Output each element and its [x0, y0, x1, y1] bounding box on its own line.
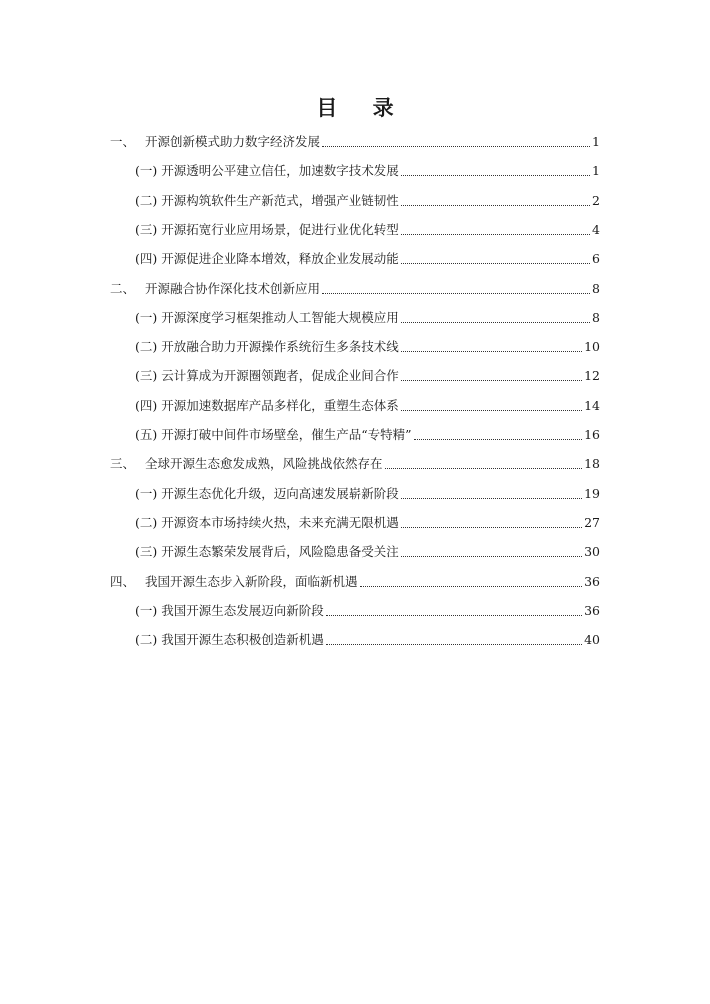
toc-page-number: 14 — [584, 397, 600, 413]
toc-section-entry[interactable] — [135, 362, 600, 384]
toc-entry-title: (二) 开源资本市场持续火热，未来充满无限机遇 — [135, 514, 399, 530]
toc-entry-number: 一、 — [110, 134, 136, 149]
toc-entry-title: (一) 我国开源生态发展迈向新阶段 — [135, 602, 324, 618]
toc-section-entry[interactable] — [135, 480, 600, 502]
toc-page-number: 16 — [584, 427, 600, 442]
toc-dot-leader — [401, 555, 582, 557]
toc-entry-number: 二、 — [110, 280, 136, 296]
toc-dot-leader — [401, 350, 582, 352]
toc-entry-title: 我国开源生态步入新阶段，面临新机遇 — [145, 573, 358, 589]
toc-dot-leader — [401, 379, 582, 381]
toc-entry-title: (三) 云计算成为开源圈领跑者，促成企业间合作 — [135, 368, 399, 384]
toc-dot-leader — [401, 526, 582, 528]
toc-page-number: 30 — [584, 544, 600, 560]
toc-dot-leader — [401, 321, 590, 323]
toc-page-number: 8 — [592, 280, 600, 296]
toc-entry-title: (一) 开源透明公平建立信任，加速数字技术发展 — [135, 163, 399, 179]
toc-page-number: 40 — [584, 632, 600, 648]
toc-section-entry[interactable] — [135, 626, 600, 648]
toc-dot-leader — [401, 262, 590, 264]
toc-entry-title: (二) 开源构筑软件生产新范式，增强产业链韧性 — [135, 192, 399, 208]
toc-section-entry[interactable] — [135, 597, 600, 619]
toc-chapter-entry[interactable] — [110, 275, 600, 297]
toc-page-number: 18 — [584, 456, 600, 472]
toc-section-entry[interactable] — [135, 245, 600, 267]
toc-page-number: 19 — [584, 485, 600, 501]
toc-page-number: 2 — [592, 192, 600, 208]
toc-page-number: 27 — [584, 514, 600, 530]
toc-entry-title: (一) 开源深度学习框架推动人工智能大规模应用 — [135, 309, 399, 325]
toc-entry-title: (二) 开放融合助力开源操作系统衍生多条技术线 — [135, 339, 399, 355]
toc-entry-title: 开源融合协作深化技术创新应用 — [145, 280, 321, 296]
toc-page-number: 6 — [592, 251, 600, 267]
toc-dot-leader — [401, 233, 590, 235]
toc-entry-title: (三) 开源拓宽行业应用场景，促进行业优化转型 — [135, 221, 399, 237]
toc-page-number: 36 — [584, 573, 600, 589]
toc-section-entry[interactable] — [135, 187, 600, 209]
toc-chapter-entry[interactable] — [110, 128, 600, 150]
toc-dot-leader — [322, 145, 590, 147]
toc-entry-title: (二) 我国开源生态积极创造新机遇 — [135, 632, 324, 648]
toc-dot-leader — [385, 467, 583, 469]
page-title: 目 录 — [316, 96, 408, 120]
toc-page-number: 36 — [584, 602, 600, 618]
toc-entry-number: 四、 — [110, 573, 136, 589]
toc-page-number: 1 — [592, 163, 600, 179]
toc-section-entry[interactable] — [135, 538, 600, 560]
toc-section-entry[interactable] — [135, 157, 600, 179]
toc-entry-title: 全球开源生态愈发成熟，风险挑战依然存在 — [145, 456, 383, 472]
toc-entry-title: 开源创新模式助力数字经济发展 — [145, 134, 321, 149]
toc-dot-leader — [360, 585, 583, 587]
toc-entry-title: (四) 开源加速数据库产品多样化，重塑生态体系 — [135, 397, 399, 413]
toc-chapter-entry[interactable] — [110, 450, 600, 472]
toc-page-number: 1 — [592, 134, 600, 149]
toc-page-number: 10 — [584, 339, 600, 355]
toc-dot-leader — [401, 174, 590, 176]
toc-section-entry[interactable] — [135, 304, 600, 326]
toc-chapter-entry[interactable] — [110, 568, 600, 590]
toc-section-entry[interactable] — [135, 509, 600, 531]
toc-section-entry[interactable] — [135, 216, 600, 238]
toc-entry-number: 三、 — [110, 456, 136, 472]
toc-section-entry[interactable] — [135, 333, 600, 355]
toc-page-number: 12 — [584, 368, 600, 384]
toc-dot-leader — [326, 643, 582, 645]
toc-dot-leader — [401, 204, 590, 206]
toc-section-entry[interactable] — [135, 421, 600, 443]
toc-dot-leader — [322, 292, 590, 294]
toc-entry-title: (四) 开源促进企业降本增效，释放企业发展动能 — [135, 251, 399, 267]
toc-section-entry[interactable] — [135, 392, 600, 414]
toc-entry-title: (五) 开源打破中间件市场壁垒，催生产品“专特精” — [135, 427, 412, 442]
toc-page-number: 4 — [592, 221, 600, 237]
toc-dot-leader — [401, 497, 582, 499]
toc-dot-leader — [326, 614, 582, 616]
toc-dot-leader — [414, 438, 583, 440]
toc-entry-title: (一) 开源生态优化升级，迈向高速发展崭新阶段 — [135, 485, 399, 501]
toc-entry-title: (三) 开源生态繁荣发展背后，风险隐患备受关注 — [135, 544, 399, 560]
toc-page-number: 8 — [592, 309, 600, 325]
toc-dot-leader — [401, 409, 582, 411]
